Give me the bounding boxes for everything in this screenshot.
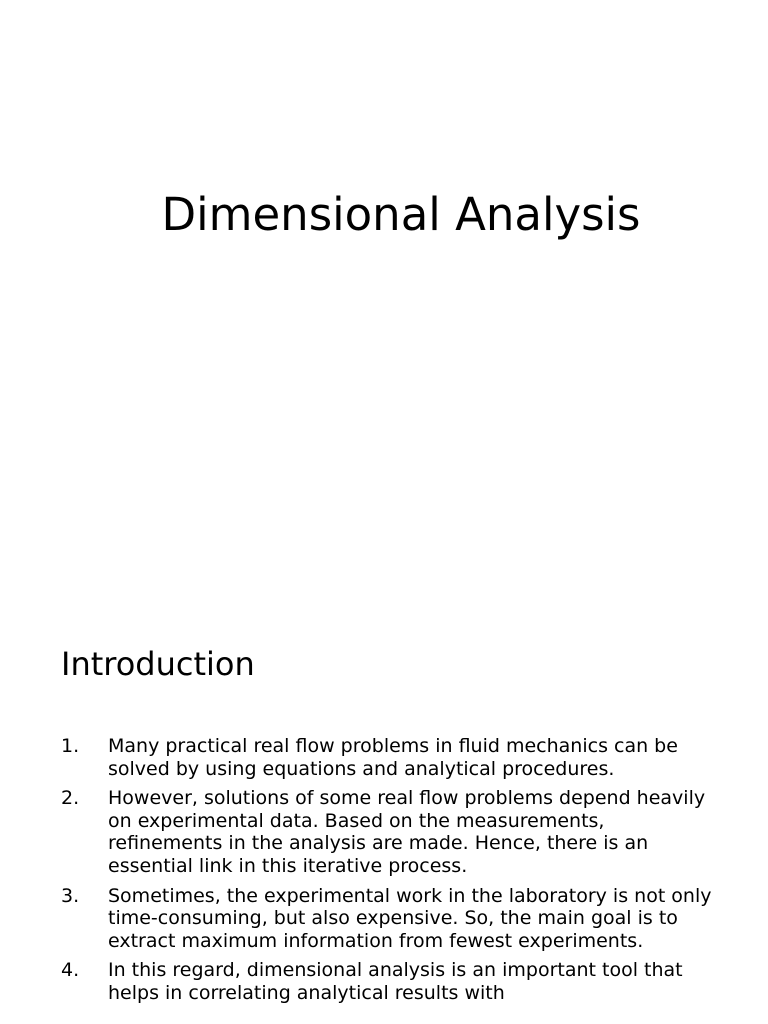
numbered-list [0, 735, 768, 1012]
list-item-number: 3. [61, 884, 80, 907]
slide-title: Dimensional Analysis [161, 188, 641, 241]
section-heading: Introduction [61, 645, 255, 683]
list-item-number: 4. [61, 959, 80, 982]
list-item-text: However, solutions of some real flow problems depend heavily on experimental data. Based on the measurements, refinements in the analysis are made. Hence, there is an essential link in this iterative process. [108, 787, 706, 877]
list-item-text: Many practical real flow problems in fluid mechanics can be solved by using equations and analytical procedures. [108, 735, 678, 780]
list-item-number: 2. [61, 787, 80, 810]
list-item-number: 1. [61, 735, 80, 757]
list-item-text: In this regard, dimensional analysis is an important tool that helps in correlating analytical results with [108, 959, 683, 1004]
list-item [0, 885, 768, 953]
list-item [0, 959, 768, 1004]
list-item-text: Sometimes, the experimental work in the laboratory is not only time-consuming, but also expensive. So, the main goal is to extract maximum information from fewest experiments. [108, 884, 712, 952]
introduction-slide [0, 618, 768, 1024]
list-item [0, 735, 768, 780]
list-item [0, 787, 768, 877]
